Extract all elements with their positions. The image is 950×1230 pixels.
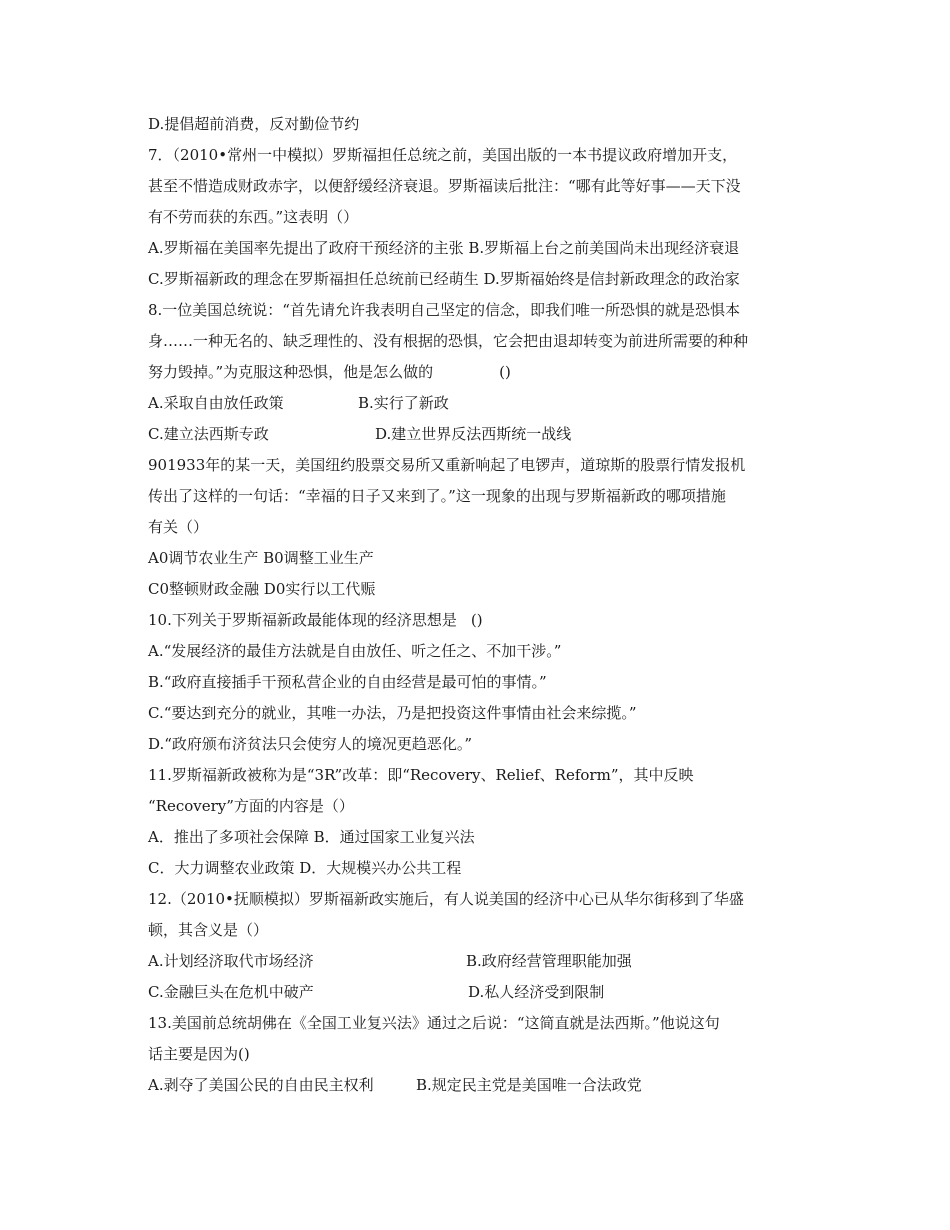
question-9-option-cd: C0整顿财政金融 D0实行以工代赈 bbox=[148, 580, 376, 598]
question-8-stem: 8.一位美国总统说：“首先请允许我表明自己坚定的信念，即我们唯一所恐惧的就是恐惧本 bbox=[148, 301, 740, 319]
question-10-stem bbox=[148, 605, 808, 636]
document-body bbox=[148, 109, 808, 1101]
option-a: A.计划经济取代市场经济 bbox=[148, 952, 314, 970]
option-c: C.建立法西斯专政 bbox=[148, 425, 269, 443]
text-line: 顿，其含义是（） bbox=[148, 921, 269, 939]
question-10-option-a: A.“发展经济的最佳方法就是自由放任、听之任之、不加干涉。” bbox=[148, 642, 562, 660]
text-line: 甚至不惜造成财政赤字，以便舒缓经济衰退。罗斯福读后批注：“哪有此等好事——天下没 bbox=[148, 177, 741, 195]
question-12-option-cd bbox=[148, 977, 808, 1008]
option-a: A.采取自由放任政策 bbox=[148, 394, 284, 412]
text-line: 传出了这样的一句话：“幸福的日子又来到了。”这一现象的出现与罗斯福新政的哪项措施 bbox=[148, 487, 726, 505]
question-8-option-cd bbox=[148, 419, 808, 450]
question-10-option-d: D.“政府颁布济贫法只会使穷人的境况更趋恶化。” bbox=[148, 735, 473, 753]
option-c: C.金融巨头在危机中破产 bbox=[148, 983, 314, 1001]
question-13-option-ab bbox=[148, 1070, 808, 1101]
text-line: D.提倡超前消费，反对勤俭节约 bbox=[148, 115, 360, 133]
answer-bracket: () bbox=[499, 363, 511, 381]
text-line: 身……一种无名的、缺乏理性的、没有根据的恐惧，它会把由退却转变为前进所需要的种种 bbox=[148, 332, 749, 350]
question-11-option-cd: C．大力调整农业政策 D．大规模兴办公共工程 bbox=[148, 859, 462, 877]
option-d: D.私人经济受到限制 bbox=[468, 983, 605, 1001]
option-a: A.剥夺了美国公民的自由民主权利 bbox=[148, 1076, 374, 1094]
question-9-stem: 901933年的某一天，美国纽约股票交易所又重新响起了电锣声，道琼斯的股票行情发报机 bbox=[148, 456, 746, 474]
text-line: “Recovery”方面的内容是（） bbox=[148, 797, 354, 815]
question-11-option-ab: A．推出了多项社会保障 B．通过国家工业复兴法 bbox=[148, 828, 475, 846]
text-line: 有关（） bbox=[148, 518, 209, 536]
text-segment: 10.下列关于罗斯福新政最能体现的经济思想是 bbox=[148, 611, 457, 629]
question-7-stem: 7．（2010•常州一中模拟）罗斯福担任总统之前，美国出版的一本书提议政府增加开支， bbox=[148, 146, 738, 164]
question-12-stem: 12.（2010•抚顺模拟）罗斯福新政实施后，有人说美国的经济中心已从华尔街移到了华盛 bbox=[148, 890, 744, 908]
question-9-option-ab: A0调节农业生产 B0调整工业生产 bbox=[148, 549, 374, 567]
question-8-option-ab bbox=[148, 388, 808, 419]
option-b: B.实行了新政 bbox=[358, 394, 449, 412]
question-13-stem: 13.美国前总统胡佛在《全国工业复兴法》通过之后说：“这简直就是法西斯。”他说这句 bbox=[148, 1014, 720, 1032]
text-line: 话主要是因为() bbox=[148, 1045, 250, 1063]
option-d: D.建立世界反法西斯统一战线 bbox=[375, 425, 572, 443]
question-7-option-ab: A.罗斯福在美国率先提出了政府干预经济的主张 B.罗斯福上台之前美国尚未出现经济衰退 bbox=[148, 239, 740, 257]
text-segment: 努力毁掉。”为克服这种恐惧，他是怎么做的 bbox=[148, 363, 434, 381]
question-10-option-c: C.“要达到充分的就业，其唯一办法，乃是把投资这件事情由社会来综揽。” bbox=[148, 704, 637, 722]
option-b: B.政府经营管理职能加强 bbox=[466, 952, 632, 970]
option-b: B.规定民主党是美国唯一合法政党 bbox=[416, 1076, 642, 1094]
question-11-stem: 11.罗斯福新政被称为是“3R”改革：即“Recovery、Relief、Reform”，其中反映 bbox=[148, 766, 694, 784]
question-12-option-ab bbox=[148, 946, 808, 977]
question-7-option-cd: C.罗斯福新政的理念在罗斯福担任总统前已经萌生 D.罗斯福始终是信封新政理念的政治家 bbox=[148, 270, 740, 288]
question-10-option-b: B.“政府直接插手干预私营企业的自由经营是最可怕的事情。” bbox=[148, 673, 547, 691]
text-line: 有不劳而获的东西。”这表明（） bbox=[148, 208, 359, 226]
answer-bracket: () bbox=[470, 611, 483, 629]
text-line bbox=[148, 357, 808, 388]
